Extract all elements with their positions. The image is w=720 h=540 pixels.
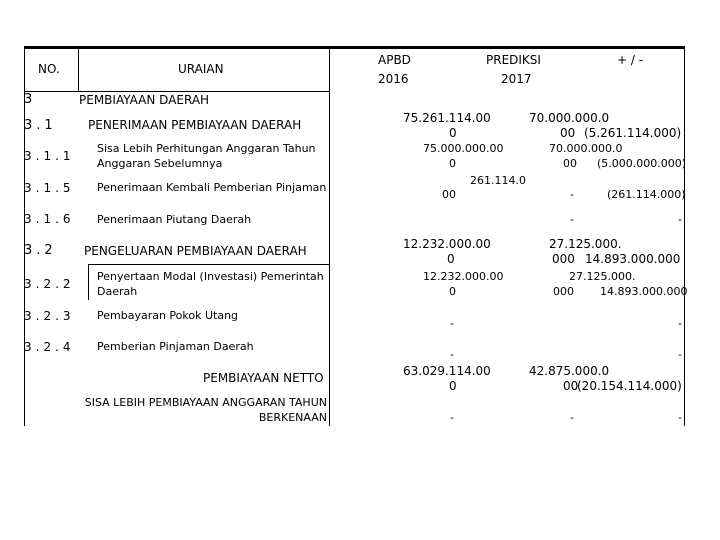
row-netto-label: PEMBIAYAAN NETTO — [203, 371, 324, 385]
row-3-2-3-label: Pembayaran Pokok Utang — [97, 309, 239, 322]
row-3-2-pred-line2: 000 — [552, 252, 575, 266]
row-silpa-label-line1: SISA LEBIH PEMBIAYAAN ANGGARAN TAHUN — [84, 396, 327, 409]
row-silpa-label-line2: BERKENAAN — [258, 411, 327, 424]
row-3-1-5-diff: (261.114.000) — [607, 188, 686, 201]
row-3-2-label: PENGELUARAN PEMBIAYAAN DAERAH — [84, 244, 307, 258]
row-3-2-2-apbd-line1: 12.232.000.00 — [423, 270, 504, 283]
row-3-1-label: PENERIMAAN PEMBIAYAAN DAERAH — [88, 118, 302, 132]
row-3-2-2-no: 3.2.2 — [24, 277, 75, 291]
row-3-2-4-label: Pemberian Pinjaman Daerah — [97, 340, 254, 353]
header-prediksi-year: 2017 — [501, 72, 532, 86]
row-3-2-4-apbd: - — [450, 348, 454, 361]
row-3-2-2-apbd-line2: 0 — [449, 285, 456, 298]
table-right-border — [684, 46, 685, 426]
row-netto-diff: (20.154.114.000) — [577, 379, 682, 393]
row-3-1-apbd-line2: 0 — [449, 126, 457, 140]
header-prediksi: PREDIKSI — [486, 53, 541, 67]
row-3-2-4-no: 3.2.4 — [24, 340, 75, 354]
row-3-1-apbd-line1: 75.261.114.00 — [403, 111, 491, 125]
row-3-1-1-label-line1: Sisa Lebih Perhitungan Anggaran Tahun — [97, 142, 316, 155]
row-netto-pred-line2: 00 — [563, 379, 579, 393]
header-diff: + / - — [617, 53, 644, 67]
row-silpa-pred: - — [570, 411, 574, 424]
row-3-1-5-apbd-line2: 00 — [442, 188, 456, 201]
uraian-column-left-border — [78, 46, 79, 91]
row-3-2-diff: 14.893.000.000 — [585, 252, 681, 266]
row-3-2-3-diff: - — [678, 317, 682, 330]
row-3-2-3-no: 3.2.3 — [24, 309, 75, 323]
values-column-left-border — [329, 46, 330, 426]
row-3-2-4-diff: - — [678, 348, 682, 361]
row-3-1-6-label: Penerimaan Piutang Daerah — [97, 213, 252, 226]
header-no: NO. — [38, 62, 60, 76]
row-3-2-pred-line1: 27.125.000. — [549, 237, 622, 251]
row-netto-pred-line1: 42.875.000.0 — [529, 364, 610, 378]
row-3-2-2-pred-line2: 000 — [553, 285, 574, 298]
row-3-1-1-label-line2: Anggaran Sebelumnya — [97, 157, 223, 170]
row-3-2-2-label-line1: Penyertaan Modal (Investasi) Pemerintah — [97, 270, 324, 283]
row-3-1-pred-line2: 00 — [560, 126, 576, 140]
subrow-divider-top — [88, 264, 329, 265]
row-3-1-1-pred-line1: 70.000.000.0 — [549, 142, 623, 155]
row-3-1-6-pred: - — [570, 213, 574, 226]
row-3-1-1-apbd-line1: 75.000.000.00 — [423, 142, 504, 155]
row-3-2-2-diff: 14.893.000.000 — [600, 285, 688, 298]
table-top-border — [24, 46, 685, 49]
row-3-1-5-label: Penerimaan Kembali Pemberian Pinjaman — [97, 181, 327, 194]
subrow-divider — [88, 264, 89, 300]
row-3-2-no: 3.2 — [24, 243, 57, 258]
row-3-1-6-no: 3.1.6 — [24, 212, 75, 226]
row-3-1-6-diff: - — [678, 213, 682, 226]
row-3-2-3-apbd: - — [450, 317, 454, 330]
header-apbd: APBD — [378, 53, 411, 67]
row-3-1-5-apbd-line1: 261.114.0 — [470, 174, 526, 187]
row-3-1-1-diff: (5.000.000.000) — [597, 157, 687, 170]
row-3-1-5-no: 3.1.5 — [24, 181, 75, 195]
row-3-1-1-pred-line2: 00 — [563, 157, 577, 170]
row-netto-apbd-line2: 0 — [449, 379, 457, 393]
row-3-label: PEMBIAYAAN DAERAH — [79, 93, 210, 107]
row-silpa-diff: - — [678, 411, 682, 424]
row-3-no: 3 — [24, 92, 33, 107]
row-3-1-1-no: 3.1.1 — [24, 149, 75, 163]
row-netto-apbd-line1: 63.029.114.00 — [403, 364, 491, 378]
header-uraian: URAIAN — [178, 62, 224, 76]
header-bottom-border — [24, 91, 329, 92]
row-silpa-apbd: - — [450, 411, 454, 424]
row-3-1-diff: (5.261.114.000) — [584, 126, 682, 140]
row-3-2-2-pred-line1: 27.125.000. — [569, 270, 636, 283]
row-3-2-apbd-line2: 0 — [447, 252, 455, 266]
row-3-1-no: 3.1 — [24, 118, 57, 133]
row-3-1-5-pred: - — [570, 188, 574, 201]
row-3-1-pred-line1: 70.000.000.0 — [529, 111, 610, 125]
row-3-1-1-apbd-line2: 0 — [449, 157, 456, 170]
row-3-2-apbd-line1: 12.232.000.00 — [403, 237, 491, 251]
header-apbd-year: 2016 — [378, 72, 409, 86]
row-3-2-2-label-line2: Daerah — [97, 285, 138, 298]
